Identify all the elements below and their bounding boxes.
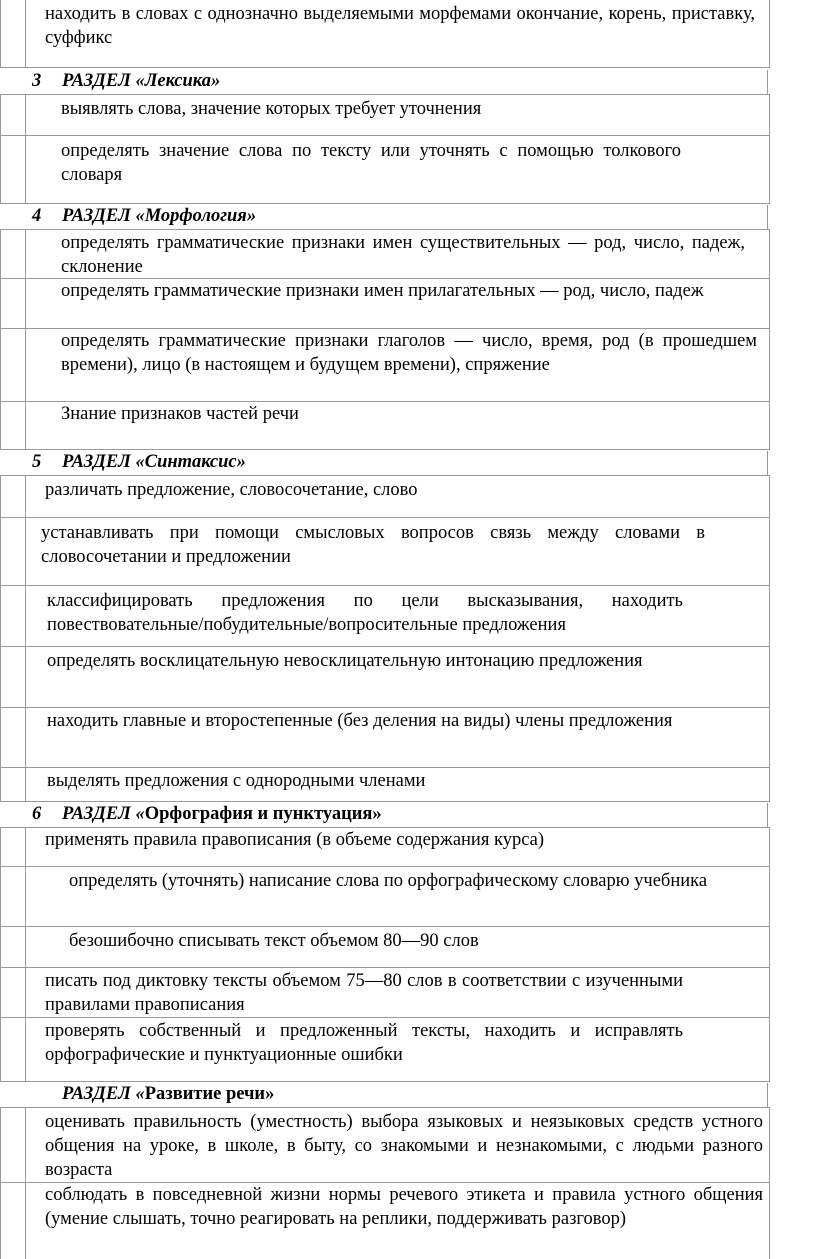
- row-text: определять грамматические признаки имен существительных — род, число, падеж, склонение: [61, 233, 745, 277]
- table-row: [0, 329, 770, 402]
- row-number-cell: [1, 708, 26, 767]
- row-text: находить в словах с однозначно выделяемыми морфемами окончание, корень, приставку, суффикс: [45, 4, 755, 48]
- row-number-cell: [1, 647, 26, 707]
- row-number-cell: [1, 518, 26, 585]
- table-row: [0, 475, 770, 518]
- table-row: [0, 1018, 770, 1082]
- section-header: [0, 451, 768, 475]
- section-number: 4: [32, 206, 42, 226]
- row-text: выявлять слова, значение которых требует уточнения: [61, 99, 482, 119]
- row-number-cell: [1, 0, 26, 67]
- row-text: применять правила правописания (в объеме содержания курса): [45, 830, 545, 850]
- table-row: [0, 927, 770, 968]
- table-row: [0, 0, 770, 68]
- row-text: определять грамматические признаки глаголов — число, время, род (в прошедшем времени), лицо (в настоящем и будущем времени), спряжение: [61, 331, 757, 375]
- row-number-cell: [1, 968, 26, 1017]
- table-row: [0, 827, 770, 867]
- table-row: [0, 586, 770, 647]
- row-number-cell: [1, 136, 26, 203]
- section-title: РАЗДЕЛ «Лексика»: [62, 71, 221, 91]
- row-number-cell: [1, 1183, 26, 1259]
- row-number-cell: [1, 1018, 26, 1081]
- table-row: [0, 968, 770, 1018]
- section-number: 5: [32, 452, 42, 472]
- section-header: [0, 1083, 768, 1107]
- row-text: определять грамматические признаки имен прилагательных — род, число, падеж: [61, 281, 704, 301]
- row-number-cell: [1, 927, 26, 967]
- row-text: находить главные и второстепенные (без деления на виды) члены предложения: [47, 711, 673, 731]
- row-text: Знание признаков частей речи: [61, 404, 299, 424]
- row-text: определять восклицательную невосклицательную интонацию предложения: [47, 651, 643, 671]
- section-number: 3: [32, 71, 42, 91]
- row-number-cell: [1, 402, 26, 449]
- table-row: [0, 1107, 770, 1183]
- table-row: [0, 768, 770, 802]
- section-number: 6: [32, 804, 42, 824]
- section-header: [0, 205, 768, 229]
- row-number-cell: [1, 230, 26, 278]
- row-number-cell: [1, 768, 26, 801]
- row-text: устанавливать при помощи смысловых вопросов связь между словами в словосочетании и предложении: [41, 523, 705, 567]
- table-row: [0, 94, 770, 136]
- row-number-cell: [1, 95, 26, 135]
- row-text: писать под диктовку тексты объемом 75—80 слов в соответствии с изученными правилами правописания: [45, 971, 683, 1015]
- row-number-cell: [1, 828, 26, 866]
- table-row: [0, 279, 770, 329]
- row-number-cell: [1, 1108, 26, 1182]
- table-row: [0, 867, 770, 927]
- row-text: соблюдать в повседневной жизни нормы речевого этикета и правила устного общения (умение слышать, точно реагировать на реплики, поддерживать разговор): [45, 1185, 763, 1229]
- table-row: [0, 518, 770, 586]
- row-text: безошибочно списывать текст объемом 80—90 слов: [69, 931, 479, 951]
- section-header: [0, 803, 768, 827]
- section-header: [0, 70, 768, 94]
- section-title: РАЗДЕЛ «Орфография и пунктуация»: [62, 804, 382, 824]
- row-text: классифицировать предложения по цели высказывания, находить повествовательные/побудительные/вопросительные предложения: [47, 591, 683, 635]
- row-text: оценивать правильность (уместность) выбора языковых и неязыковых средств устного общения на уроке, в школе, в быту, со знакомыми и незнакомыми, с людьми разного возраста: [45, 1112, 763, 1180]
- row-text: определять значение слова по тексту или уточнять с помощью толкового словаря: [61, 141, 681, 185]
- table-row: [0, 136, 770, 204]
- row-number-cell: [1, 279, 26, 328]
- section-title: РАЗДЕЛ «Морфология»: [62, 206, 257, 226]
- row-text: проверять собственный и предложенный тексты, находить и исправлять орфографические и пунктуационные ошибки: [45, 1021, 683, 1065]
- table-row: [0, 402, 770, 450]
- row-number-cell: [1, 329, 26, 401]
- row-number-cell: [1, 586, 26, 646]
- row-text: определять (уточнять) написание слова по орфографическому словарю учебника: [69, 871, 708, 891]
- section-title: РАЗДЕЛ «Развитие речи»: [62, 1084, 275, 1104]
- section-title: РАЗДЕЛ «Синтаксис»: [62, 452, 246, 472]
- row-text: различать предложение, словосочетание, слово: [45, 480, 418, 500]
- row-number-cell: [1, 867, 26, 926]
- table-row: [0, 1183, 770, 1259]
- table-row: [0, 708, 770, 768]
- row-text: выделять предложения с однородными членами: [47, 771, 426, 791]
- table-row: [0, 229, 770, 279]
- row-number-cell: [1, 476, 26, 517]
- table-row: [0, 647, 770, 708]
